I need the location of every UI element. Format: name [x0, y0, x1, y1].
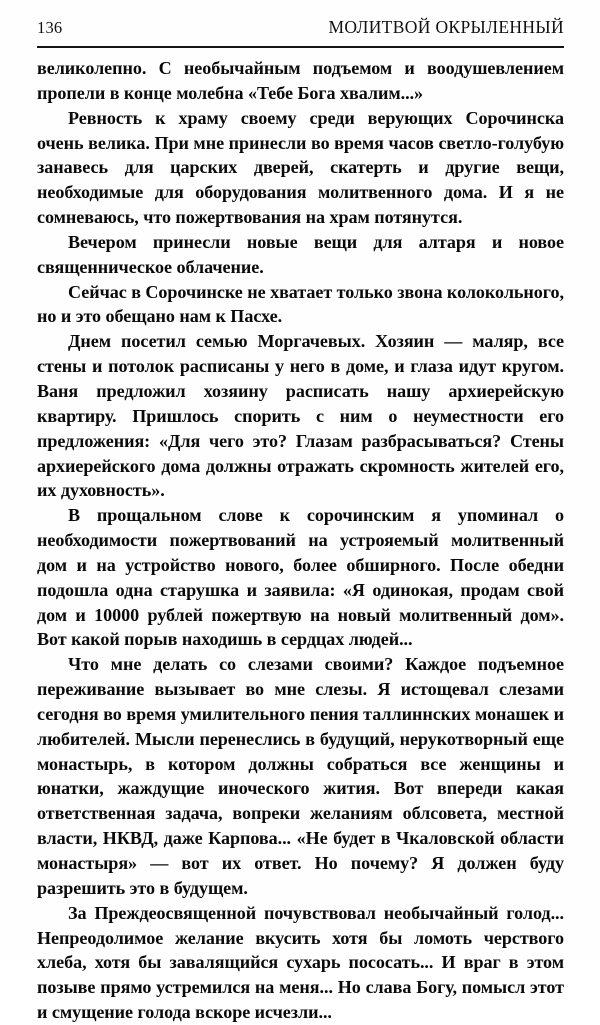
paragraph: великолепно. С необычайным подъемом и воодушевлением пропели в конце молебна «Тебе Бога хвалим...»	[37, 58, 564, 103]
paragraph: Вечером принесли новые вещи для алтаря и новое священническое облачение.	[37, 231, 564, 277]
paragraph: Ревность к храму своему среди верующих Сорочинска очень велика. При мне принесли во время часов светло-голубую занавесь для царских дверей, скатерть и другие вещи, необходимые для оборудования молитвенного дома. И я не сомневаюсь, что пожертвования на храм потянутся.	[37, 107, 564, 228]
paragraph: В прощальном слове к сорочинским я упоминал о необходимости пожертвований на устрояемый молитвенный дом и на устройство нового, более обширного. После обедни подошла одна старушка и заявила: «Я одинокая, продам свой дом и 10000 рублей пожертвую на новый молитвенный дом». Вот какой порыв находишь в сердцах людей...	[37, 505, 564, 650]
body-text-column	[37, 56, 564, 1025]
running-head-title: МОЛИТВОЙ ОКРЫЛЕННЫЙ	[328, 17, 564, 37]
page-number: 136	[37, 18, 63, 37]
running-head	[37, 17, 564, 43]
paragraph: Что мне делать со слезами своими? Каждое подъемное переживание вызывает во мне слезы. Я истощевал слезами сегодня во время умилительного пения таллиннских монашек и любителей. Мысли перенеслись в будущий, нерукотворный еще монастырь, в котором должны собраться все женщины и юнатки, жаждущие иноческого жития. Вот впереди какая ответственная задача, вопреки желаниям облсовета, местной власти, НКВД, даже Карпова... «Не будет в Чкаловской области монастыря» — вот их ответ. Но почему? Я должен буду разрешить это в будущем.	[37, 654, 564, 898]
paragraph: Днем посетил семью Моргачевых. Хозяин — маляр, все стены и потолок расписаны у него в доме, и глаза идут кругом. Ваня предложил хозяину расписать нашу архиерейскую квартиру. Пришлось спорить с ним о неуместности его предложения: «Для чего это? Глазам разбрасываться? Стены архиерейского дома должны отражать скромность жителей его, их духовность».	[37, 331, 564, 501]
paragraph: За Преждеосвященной почувствовал необычайный голод... Непреодолимое желание вкусить хотя бы ломоть черствого хлеба, хотя бы завалящийся сухарь пососать... И враг в этом позыве прямо устремился на меня... Но слава Богу, помысл этот и смущение голода вскоре исчезли...	[37, 902, 564, 1023]
header-rule	[37, 46, 564, 48]
paragraph: Сейчас в Сорочинске не хватает только звона колокольного, но и это обещано нам к Пасхе.	[37, 281, 564, 327]
